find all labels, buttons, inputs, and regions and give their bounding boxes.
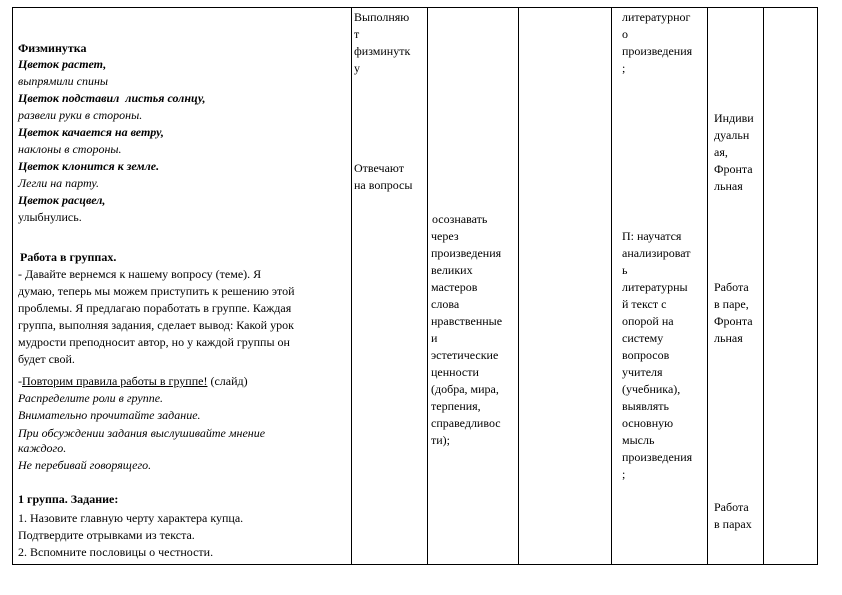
cell-line: и: [431, 331, 438, 345]
exercise-line: Цветок расцвел,: [18, 193, 106, 207]
group-work-title: Работа в группах.: [20, 250, 117, 264]
cell-line: справедливос: [431, 416, 501, 430]
cell-line: Работа: [714, 500, 749, 514]
section-heading: Физминутка: [18, 41, 87, 55]
cell-line: через: [431, 229, 459, 243]
cell-line: Фронта: [714, 314, 753, 328]
exercise-line: Цветок растет,: [18, 57, 107, 71]
cell-line: ая,: [714, 145, 728, 159]
column-divider: [707, 8, 708, 564]
cell-line: великих: [431, 263, 473, 277]
cell-line: систему: [622, 331, 664, 345]
cell-line: (добра, мира,: [431, 382, 499, 396]
cell-line: произведения: [622, 44, 693, 58]
rule-item: Не перебивай говорящего.: [18, 458, 152, 472]
task-title: 1 группа. Задание:: [18, 492, 119, 506]
cell-line: мастеров: [431, 280, 478, 294]
rules-prefix: -: [18, 374, 22, 388]
cell-line: у: [354, 61, 360, 75]
cell-line: основную: [622, 416, 674, 430]
cell-line: литературног: [622, 10, 691, 24]
rule-item: При обсуждении задания выслушивайте мнение: [18, 426, 266, 440]
cell-line: льная: [714, 331, 743, 345]
cell-line: Отвечают: [354, 161, 404, 175]
cell-line: нравственные: [431, 314, 503, 328]
cell-line: (учебника),: [622, 382, 681, 396]
column-divider: [351, 8, 352, 564]
cell-line: льная: [714, 179, 743, 193]
cell-line: в парах: [714, 517, 752, 531]
cell-line: ;: [622, 467, 626, 481]
exercise-line: Легли на парту.: [18, 176, 99, 190]
cell-line: анализироват: [622, 246, 691, 260]
cell-line: Фронта: [714, 162, 753, 176]
exercise-line: выпрямили спины: [18, 74, 109, 88]
task-line: 2. Вспомните пословицы о честности.: [18, 545, 214, 559]
exercise-line: наклоны в стороны.: [18, 142, 122, 156]
cell-line: ценности: [431, 365, 479, 379]
cell-line: ;: [622, 61, 626, 75]
task-line: 1. Назовите главную черту характера купца.: [18, 511, 244, 525]
cell-line: т: [354, 27, 360, 41]
cell-line: Работа: [714, 280, 749, 294]
paragraph-line: мудрости преподносит автор, но у каждой группы он: [18, 335, 290, 349]
cell-line: дуальн: [714, 128, 750, 142]
exercise-line: Цветок клонится к земле.: [18, 159, 160, 173]
cell-line: мысль: [622, 433, 655, 447]
cell-line: произведения: [622, 450, 693, 464]
rule-item: Внимательно прочитайте задание.: [18, 408, 201, 422]
cell-line: слова: [431, 297, 460, 311]
rules-suffix: (слайд): [207, 374, 248, 388]
cell-line: ти);: [431, 433, 450, 447]
rules-link: Повторим правила работы в группе!: [22, 374, 208, 388]
cell-line: литературны: [622, 280, 688, 294]
cell-line: выявлять: [622, 399, 669, 413]
cell-line: опорой на: [622, 314, 674, 328]
cell-line: вопросов: [622, 348, 670, 362]
paragraph-line: проблемы. Я предлагаю поработать в группе. Каждая: [18, 301, 292, 315]
column-divider: [518, 8, 519, 564]
cell-line: осознавать: [429, 212, 488, 226]
column-divider: [427, 8, 428, 564]
cell-line: эстетические: [431, 348, 499, 362]
cell-line: на вопросы: [354, 178, 413, 192]
cell-line: произведения: [431, 246, 502, 260]
cell-line: Выполняю: [354, 10, 410, 24]
cell-line: й текст с: [622, 297, 667, 311]
paragraph-line: будет свой.: [18, 352, 75, 366]
cell-line: терпения,: [431, 399, 481, 413]
column-divider: [763, 8, 764, 564]
rule-item: каждого.: [18, 441, 67, 455]
rules-line: [18, 373, 248, 389]
cell-line: П: научатся: [622, 229, 682, 243]
exercise-line: улыбнулись.: [18, 210, 82, 224]
cell-line: учителя: [622, 365, 663, 379]
exercise-line: развели руки в стороны.: [18, 108, 143, 122]
paragraph-line: - Давайте вернемся к нашему вопросу (теме). Я: [18, 267, 262, 281]
task-line: Подтвердите отрывками из текста.: [18, 528, 195, 542]
cell-line: о: [622, 27, 628, 41]
cell-line: Индиви: [714, 111, 754, 125]
exercise-line: Цветок подставил листья солнцу,: [18, 91, 206, 105]
cell-line: ь: [622, 263, 628, 277]
column-divider: [611, 8, 612, 564]
cell-line: в паре,: [714, 297, 749, 311]
exercise-line: Цветок качается на ветру,: [18, 125, 164, 139]
paragraph-line: группа, выполняя задания, сделает вывод: Какой урок: [18, 318, 294, 332]
paragraph-line: думаю, теперь мы можем приступить к решению этой: [18, 284, 295, 298]
cell-line: физминутк: [354, 44, 411, 58]
rule-item: Распределите роли в группе.: [18, 391, 164, 405]
